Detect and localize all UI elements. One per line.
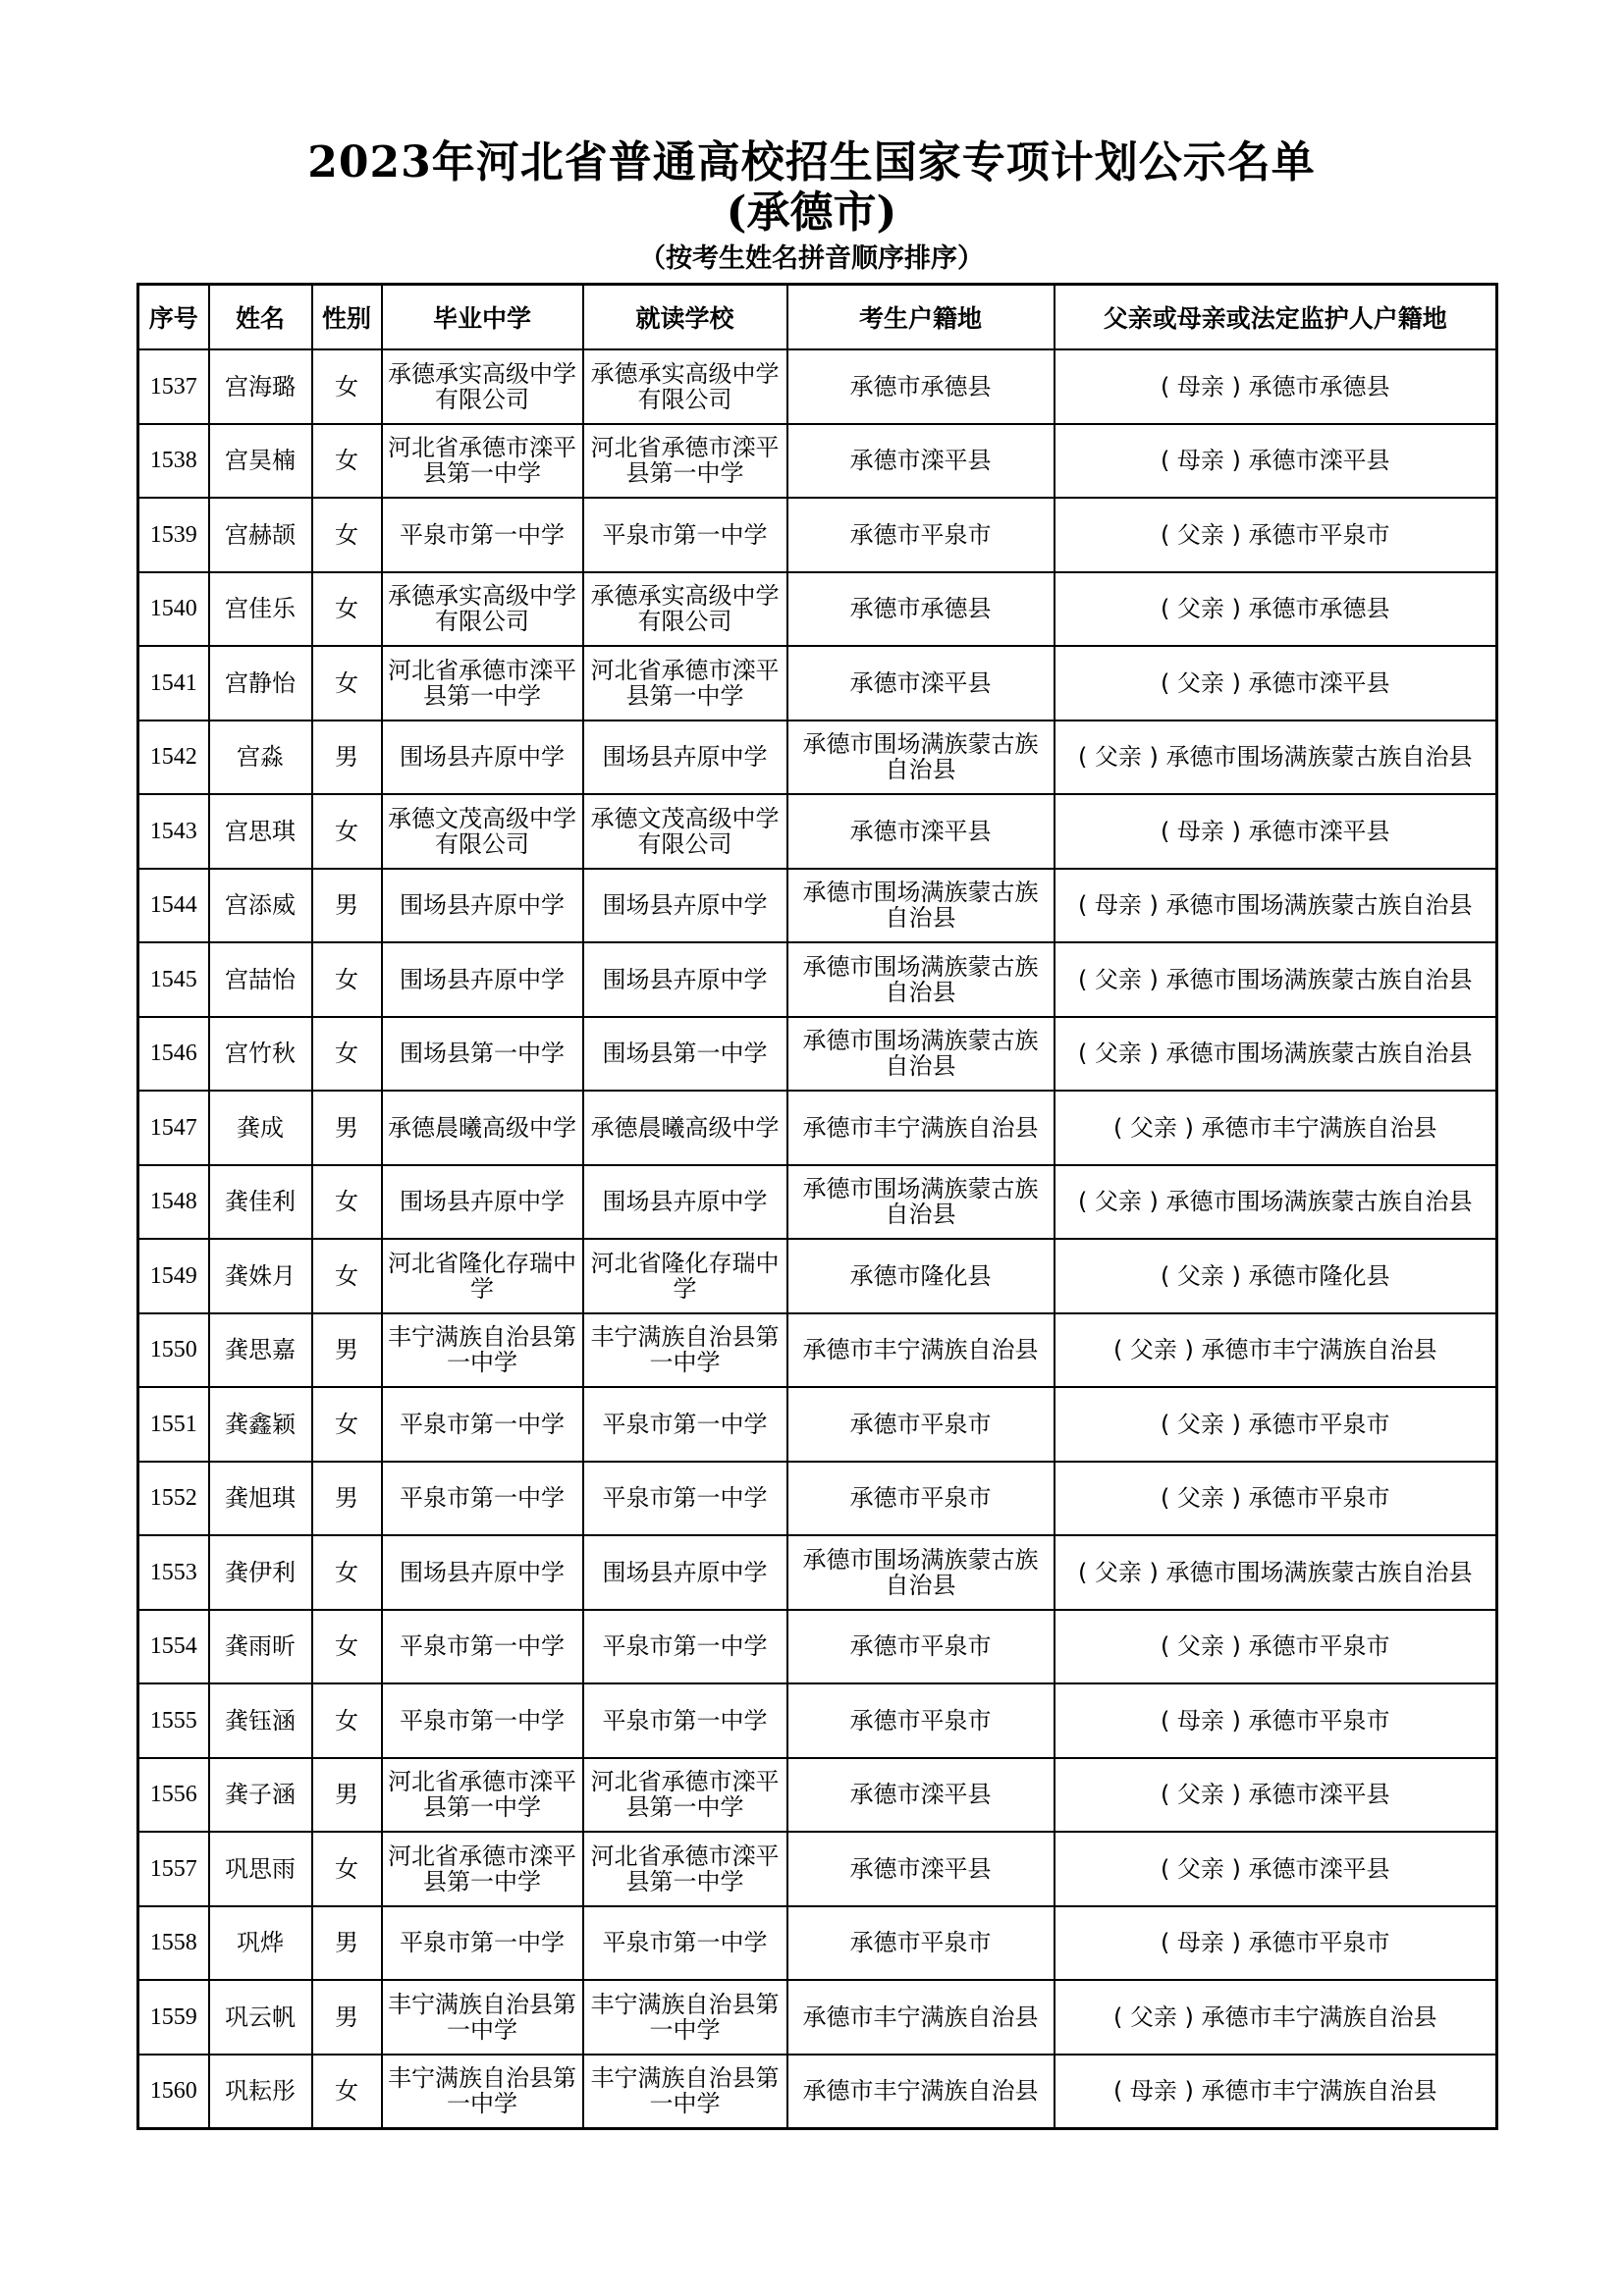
cell-gender: 男 (312, 1906, 382, 1981)
cell-graduated-school: 平泉市第一中学 (382, 1387, 583, 1462)
col-header-student-residence: 考生户籍地 (787, 285, 1055, 350)
cell-gender: 女 (312, 1610, 382, 1684)
cell-student-residence: 承德市承德县 (787, 349, 1055, 424)
table-row (138, 794, 1497, 869)
cell-gender: 女 (312, 646, 382, 721)
cell-current-school: 围场县卉原中学 (583, 869, 787, 943)
cell-guardian-residence: ( 父亲 ) 承德市丰宁满族自治县 (1055, 1980, 1497, 2055)
cell-guardian-residence: ( 父亲 ) 承德市承德县 (1055, 572, 1497, 647)
cell-current-school: 平泉市第一中学 (583, 1610, 787, 1684)
cell-name: 龚佳利 (209, 1165, 312, 1240)
table-row (138, 1980, 1497, 2055)
col-header-seq: 序号 (138, 285, 209, 350)
cell-current-school: 承德晨曦高级中学 (583, 1091, 787, 1165)
cell-gender: 男 (312, 721, 382, 795)
cell-current-school: 承德文茂高级中学有限公司 (583, 794, 787, 869)
cell-guardian-residence: ( 父亲 ) 承德市平泉市 (1055, 1610, 1497, 1684)
cell-guardian-residence: ( 父亲 ) 承德市平泉市 (1055, 1387, 1497, 1462)
cell-current-school: 围场县第一中学 (583, 1017, 787, 1092)
cell-student-residence: 承德市围场满族蒙古族自治县 (787, 1535, 1055, 1610)
table-row (138, 498, 1497, 572)
cell-graduated-school: 平泉市第一中学 (382, 1610, 583, 1684)
cell-graduated-school: 河北省承德市滦平县第一中学 (382, 1758, 583, 1833)
table-row (138, 942, 1497, 1017)
cell-seq: 1560 (138, 2055, 209, 2129)
cell-student-residence: 承德市滦平县 (787, 646, 1055, 721)
cell-gender: 男 (312, 1313, 382, 1388)
cell-graduated-school: 承德晨曦高级中学 (382, 1091, 583, 1165)
cell-guardian-residence: ( 父亲 ) 承德市滦平县 (1055, 646, 1497, 721)
cell-gender: 男 (312, 1462, 382, 1536)
cell-seq: 1537 (138, 349, 209, 424)
cell-guardian-residence: ( 母亲 ) 承德市滦平县 (1055, 794, 1497, 869)
table-row (138, 721, 1497, 795)
cell-seq: 1546 (138, 1017, 209, 1092)
cell-student-residence: 承德市平泉市 (787, 1462, 1055, 1536)
cell-current-school: 承德承实高级中学有限公司 (583, 572, 787, 647)
cell-current-school: 河北省承德市滦平县第一中学 (583, 424, 787, 499)
cell-graduated-school: 承德承实高级中学有限公司 (382, 572, 583, 647)
cell-name: 宫昊楠 (209, 424, 312, 499)
cell-seq: 1558 (138, 1906, 209, 1981)
cell-gender: 女 (312, 349, 382, 424)
cell-current-school: 平泉市第一中学 (583, 1906, 787, 1981)
cell-seq: 1548 (138, 1165, 209, 1240)
cell-gender: 女 (312, 1387, 382, 1462)
cell-guardian-residence: ( 父亲 ) 承德市平泉市 (1055, 1462, 1497, 1536)
cell-student-residence: 承德市平泉市 (787, 1387, 1055, 1462)
table-row (138, 1683, 1497, 1758)
cell-guardian-residence: ( 母亲 ) 承德市承德县 (1055, 349, 1497, 424)
table-header-row (138, 285, 1497, 350)
table-row (138, 1462, 1497, 1536)
cell-seq: 1555 (138, 1683, 209, 1758)
cell-seq: 1559 (138, 1980, 209, 2055)
cell-graduated-school: 平泉市第一中学 (382, 1462, 583, 1536)
table-row (138, 1906, 1497, 1981)
cell-seq: 1547 (138, 1091, 209, 1165)
table-row (138, 349, 1497, 424)
cell-name: 宫静怡 (209, 646, 312, 721)
table-row (138, 1313, 1497, 1388)
cell-seq: 1550 (138, 1313, 209, 1388)
table-row (138, 1017, 1497, 1092)
cell-student-residence: 承德市围场满族蒙古族自治县 (787, 942, 1055, 1017)
cell-student-residence: 承德市承德县 (787, 572, 1055, 647)
cell-guardian-residence: ( 母亲 ) 承德市丰宁满族自治县 (1055, 2055, 1497, 2129)
cell-seq: 1540 (138, 572, 209, 647)
cell-current-school: 河北省承德市滦平县第一中学 (583, 1758, 787, 1833)
roster-table (136, 283, 1498, 2130)
cell-student-residence: 承德市丰宁满族自治县 (787, 2055, 1055, 2129)
table-row (138, 869, 1497, 943)
cell-gender: 女 (312, 498, 382, 572)
cell-student-residence: 承德市平泉市 (787, 1906, 1055, 1981)
cell-seq: 1557 (138, 1832, 209, 1906)
table-row (138, 424, 1497, 499)
cell-guardian-residence: ( 母亲 ) 承德市滦平县 (1055, 424, 1497, 499)
cell-gender: 女 (312, 1683, 382, 1758)
cell-name: 龚成 (209, 1091, 312, 1165)
cell-seq: 1552 (138, 1462, 209, 1536)
cell-gender: 女 (312, 1165, 382, 1240)
cell-name: 巩烨 (209, 1906, 312, 1981)
cell-graduated-school: 围场县卉原中学 (382, 1165, 583, 1240)
cell-name: 宫海璐 (209, 349, 312, 424)
cell-student-residence: 承德市平泉市 (787, 1683, 1055, 1758)
cell-gender: 女 (312, 1239, 382, 1313)
cell-gender: 男 (312, 1758, 382, 1833)
cell-name: 龚鑫颖 (209, 1387, 312, 1462)
cell-name: 宫淼 (209, 721, 312, 795)
cell-student-residence: 承德市围场满族蒙古族自治县 (787, 1165, 1055, 1240)
cell-guardian-residence: ( 父亲 ) 承德市围场满族蒙古族自治县 (1055, 942, 1497, 1017)
table-row (138, 1165, 1497, 1240)
cell-name: 宫竹秋 (209, 1017, 312, 1092)
cell-graduated-school: 河北省承德市滦平县第一中学 (382, 424, 583, 499)
cell-guardian-residence: ( 父亲 ) 承德市围场满族蒙古族自治县 (1055, 1535, 1497, 1610)
cell-name: 宫添威 (209, 869, 312, 943)
cell-graduated-school: 河北省承德市滦平县第一中学 (382, 646, 583, 721)
cell-gender: 女 (312, 1832, 382, 1906)
cell-current-school: 围场县卉原中学 (583, 942, 787, 1017)
cell-guardian-residence: ( 母亲 ) 承德市围场满族蒙古族自治县 (1055, 869, 1497, 943)
cell-student-residence: 承德市围场满族蒙古族自治县 (787, 1017, 1055, 1092)
cell-guardian-residence: ( 父亲 ) 承德市平泉市 (1055, 498, 1497, 572)
table-row (138, 572, 1497, 647)
cell-graduated-school: 围场县卉原中学 (382, 1535, 583, 1610)
cell-current-school: 承德承实高级中学有限公司 (583, 349, 787, 424)
cell-graduated-school: 平泉市第一中学 (382, 1683, 583, 1758)
col-header-current-school: 就读学校 (583, 285, 787, 350)
cell-graduated-school: 平泉市第一中学 (382, 498, 583, 572)
cell-name: 龚雨昕 (209, 1610, 312, 1684)
cell-graduated-school: 丰宁满族自治县第一中学 (382, 1980, 583, 2055)
cell-guardian-residence: ( 父亲 ) 承德市滦平县 (1055, 1832, 1497, 1906)
table-row (138, 2055, 1497, 2129)
cell-gender: 女 (312, 1535, 382, 1610)
cell-seq: 1553 (138, 1535, 209, 1610)
cell-guardian-residence: ( 父亲 ) 承德市围场满族蒙古族自治县 (1055, 1017, 1497, 1092)
cell-seq: 1542 (138, 721, 209, 795)
cell-graduated-school: 围场县第一中学 (382, 1017, 583, 1092)
cell-current-school: 平泉市第一中学 (583, 1683, 787, 1758)
cell-name: 宫思琪 (209, 794, 312, 869)
cell-gender: 女 (312, 424, 382, 499)
cell-seq: 1544 (138, 869, 209, 943)
cell-student-residence: 承德市丰宁满族自治县 (787, 1980, 1055, 2055)
table-row (138, 1239, 1497, 1313)
cell-seq: 1539 (138, 498, 209, 572)
cell-current-school: 平泉市第一中学 (583, 1462, 787, 1536)
document-subtitle: (承德市) (726, 187, 897, 238)
cell-student-residence: 承德市丰宁满族自治县 (787, 1313, 1055, 1388)
cell-gender: 女 (312, 572, 382, 647)
cell-current-school: 丰宁满族自治县第一中学 (583, 1980, 787, 2055)
sort-note: （按考生姓名拼音顺序排序） (639, 243, 984, 274)
cell-student-residence: 承德市滦平县 (787, 1758, 1055, 1833)
cell-seq: 1549 (138, 1239, 209, 1313)
cell-name: 巩云帆 (209, 1980, 312, 2055)
cell-seq: 1554 (138, 1610, 209, 1684)
cell-current-school: 平泉市第一中学 (583, 498, 787, 572)
cell-name: 龚旭琪 (209, 1462, 312, 1536)
cell-name: 巩耘彤 (209, 2055, 312, 2129)
table-row (138, 1387, 1497, 1462)
cell-gender: 女 (312, 794, 382, 869)
cell-name: 巩思雨 (209, 1832, 312, 1906)
cell-student-residence: 承德市滦平县 (787, 1832, 1055, 1906)
cell-student-residence: 承德市平泉市 (787, 498, 1055, 572)
cell-guardian-residence: ( 母亲 ) 承德市平泉市 (1055, 1683, 1497, 1758)
cell-seq: 1541 (138, 646, 209, 721)
cell-student-residence: 承德市平泉市 (787, 1610, 1055, 1684)
cell-gender: 男 (312, 869, 382, 943)
col-header-name: 姓名 (209, 285, 312, 350)
cell-current-school: 围场县卉原中学 (583, 721, 787, 795)
table-row (138, 1832, 1497, 1906)
col-header-guardian-residence: 父亲或母亲或法定监护人户籍地 (1055, 285, 1497, 350)
cell-gender: 女 (312, 1017, 382, 1092)
cell-current-school: 平泉市第一中学 (583, 1387, 787, 1462)
cell-seq: 1545 (138, 942, 209, 1017)
cell-student-residence: 承德市隆化县 (787, 1239, 1055, 1313)
cell-student-residence: 承德市滦平县 (787, 794, 1055, 869)
table-row (138, 646, 1497, 721)
cell-graduated-school: 丰宁满族自治县第一中学 (382, 2055, 583, 2129)
table-body (138, 349, 1497, 2129)
cell-name: 龚姝月 (209, 1239, 312, 1313)
cell-current-school: 河北省承德市滦平县第一中学 (583, 646, 787, 721)
table-row (138, 1091, 1497, 1165)
cell-guardian-residence: ( 父亲 ) 承德市隆化县 (1055, 1239, 1497, 1313)
cell-current-school: 丰宁满族自治县第一中学 (583, 2055, 787, 2129)
cell-guardian-residence: ( 父亲 ) 承德市丰宁满族自治县 (1055, 1091, 1497, 1165)
cell-gender: 女 (312, 942, 382, 1017)
table-row (138, 1535, 1497, 1610)
cell-current-school: 河北省承德市滦平县第一中学 (583, 1832, 787, 1906)
cell-guardian-residence: ( 母亲 ) 承德市平泉市 (1055, 1906, 1497, 1981)
cell-student-residence: 承德市围场满族蒙古族自治县 (787, 721, 1055, 795)
cell-student-residence: 承德市丰宁满族自治县 (787, 1091, 1055, 1165)
cell-student-residence: 承德市围场满族蒙古族自治县 (787, 869, 1055, 943)
cell-graduated-school: 河北省隆化存瑞中学 (382, 1239, 583, 1313)
document-header (0, 137, 1623, 279)
cell-graduated-school: 丰宁满族自治县第一中学 (382, 1313, 583, 1388)
cell-name: 龚子涵 (209, 1758, 312, 1833)
cell-seq: 1551 (138, 1387, 209, 1462)
cell-current-school: 河北省隆化存瑞中学 (583, 1239, 787, 1313)
cell-name: 龚思嘉 (209, 1313, 312, 1388)
cell-gender: 男 (312, 1980, 382, 2055)
col-header-gender: 性别 (312, 285, 382, 350)
cell-guardian-residence: ( 父亲 ) 承德市围场满族蒙古族自治县 (1055, 721, 1497, 795)
col-header-graduated-school: 毕业中学 (382, 285, 583, 350)
cell-current-school: 围场县卉原中学 (583, 1165, 787, 1240)
cell-seq: 1538 (138, 424, 209, 499)
cell-graduated-school: 承德文茂高级中学有限公司 (382, 794, 583, 869)
cell-graduated-school: 围场县卉原中学 (382, 721, 583, 795)
cell-guardian-residence: ( 父亲 ) 承德市围场满族蒙古族自治县 (1055, 1165, 1497, 1240)
cell-name: 宫喆怡 (209, 942, 312, 1017)
cell-student-residence: 承德市滦平县 (787, 424, 1055, 499)
cell-seq: 1556 (138, 1758, 209, 1833)
cell-name: 宫佳乐 (209, 572, 312, 647)
cell-name: 宫赫颉 (209, 498, 312, 572)
cell-graduated-school: 围场县卉原中学 (382, 869, 583, 943)
cell-name: 龚钰涵 (209, 1683, 312, 1758)
cell-gender: 男 (312, 1091, 382, 1165)
table-row (138, 1758, 1497, 1833)
cell-current-school: 丰宁满族自治县第一中学 (583, 1313, 787, 1388)
cell-guardian-residence: ( 父亲 ) 承德市丰宁满族自治县 (1055, 1313, 1497, 1388)
cell-graduated-school: 围场县卉原中学 (382, 942, 583, 1017)
cell-graduated-school: 河北省承德市滦平县第一中学 (382, 1832, 583, 1906)
cell-guardian-residence: ( 父亲 ) 承德市滦平县 (1055, 1758, 1497, 1833)
cell-name: 龚伊利 (209, 1535, 312, 1610)
table-row (138, 1610, 1497, 1684)
cell-graduated-school: 承德承实高级中学有限公司 (382, 349, 583, 424)
cell-current-school: 围场县卉原中学 (583, 1535, 787, 1610)
cell-gender: 女 (312, 2055, 382, 2129)
cell-graduated-school: 平泉市第一中学 (382, 1906, 583, 1981)
document-title: 2023年河北省普通高校招生国家专项计划公示名单 (307, 137, 1316, 187)
cell-seq: 1543 (138, 794, 209, 869)
